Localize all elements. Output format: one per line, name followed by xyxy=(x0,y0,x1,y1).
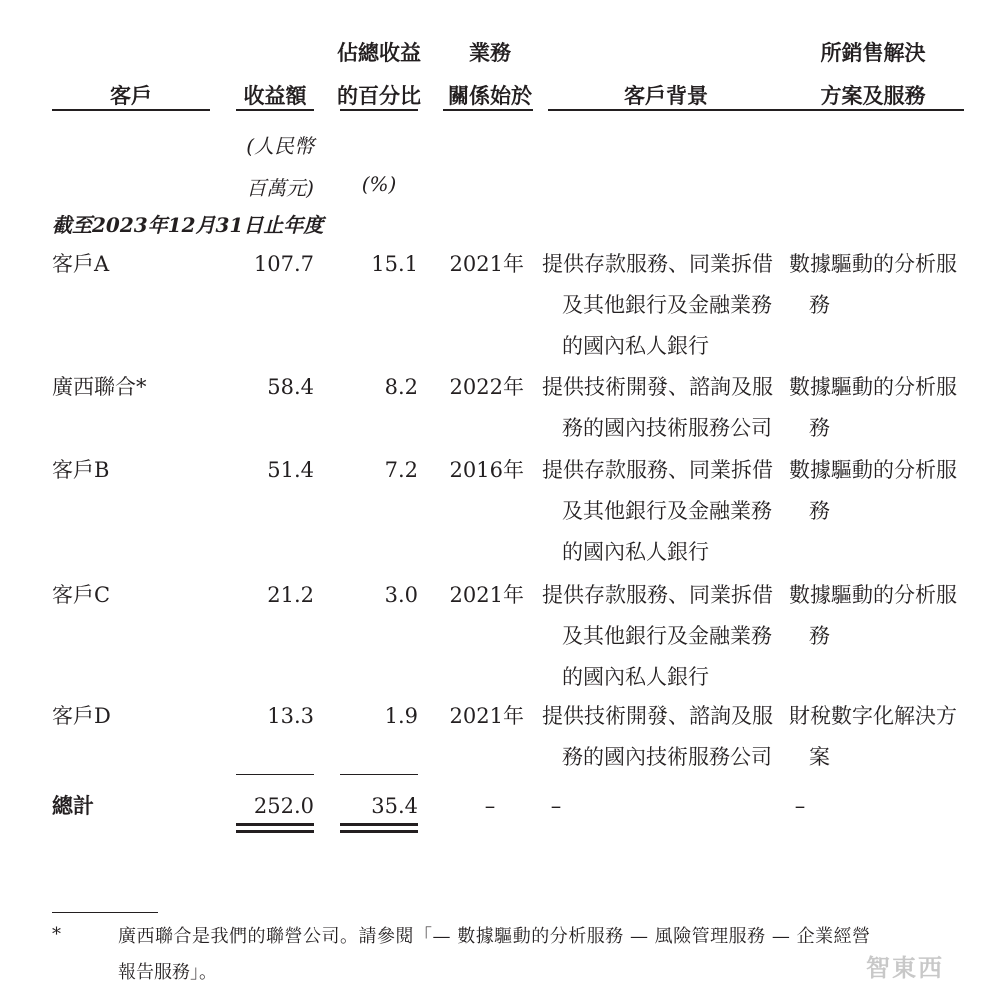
header-rule-solution xyxy=(782,109,964,111)
header-rule-background xyxy=(548,109,784,111)
header-pct-line1: 佔總收益 xyxy=(337,41,421,65)
total-double-rule-pct-1 xyxy=(340,823,418,826)
since-value: 2021年 xyxy=(449,583,524,607)
solution-line: 案 xyxy=(809,745,830,769)
client-name: 客戶D xyxy=(52,704,111,728)
total-revenue: 252.0 xyxy=(253,794,314,818)
unit-pct: (%) xyxy=(361,172,397,196)
total-double-rule-revenue-1 xyxy=(236,823,314,826)
background-line: 提供技術開發、諮詢及服 xyxy=(542,704,773,728)
background-line: 的國內私人銀行 xyxy=(562,334,709,358)
footnote-rule xyxy=(52,912,158,913)
solution-line: 數據驅動的分析服 xyxy=(789,252,957,276)
header-background: 客戶背景 xyxy=(624,84,708,108)
header-pct-line2: 的百分比 xyxy=(337,84,421,108)
header-client: 客戶 xyxy=(110,84,152,108)
header-solution-line1: 所銷售解決 xyxy=(820,41,926,65)
background-line: 的國內私人銀行 xyxy=(562,665,709,689)
header-rule-pct xyxy=(340,109,418,111)
pct-value: 1.9 xyxy=(384,704,418,728)
footnote-line1: 廣西聯合是我們的聯營公司。請參閱「— 數據驅動的分析服務 — 風險管理服務 — 企業經營 xyxy=(118,926,871,947)
period-heading: 截至2023年12月31日止年度 xyxy=(52,213,324,237)
client-name: 客戶A xyxy=(52,252,110,276)
background-line: 及其他銀行及金融業務 xyxy=(562,624,772,648)
solution-line: 務 xyxy=(809,416,830,440)
revenue-value: 58.4 xyxy=(267,375,314,399)
pct-value: 7.2 xyxy=(384,458,418,482)
since-value: 2021年 xyxy=(449,704,524,728)
background-line: 提供技術開發、諮詢及服 xyxy=(542,375,773,399)
background-line: 提供存款服務、同業拆借 xyxy=(542,252,773,276)
background-line: 及其他銀行及金融業務 xyxy=(562,293,772,317)
header-since-line2: 關係始於 xyxy=(448,84,532,108)
solution-line: 務 xyxy=(809,624,830,648)
unit-revenue-line1: (人民幣 xyxy=(246,134,314,158)
header-since-line1: 業務 xyxy=(469,41,511,65)
pct-value: 15.1 xyxy=(371,252,418,276)
total-solution: – xyxy=(794,794,806,818)
client-name: 客戶B xyxy=(52,458,110,482)
header-rule-since xyxy=(443,109,533,111)
solution-line: 財稅數字化解決方 xyxy=(789,704,957,728)
since-value: 2021年 xyxy=(449,252,524,276)
total-background: – xyxy=(550,794,562,818)
total-since: – xyxy=(484,794,496,818)
watermark-logo: 智東西 xyxy=(866,954,944,982)
background-line: 提供存款服務、同業拆借 xyxy=(542,458,773,482)
since-value: 2016年 xyxy=(449,458,524,482)
revenue-value: 107.7 xyxy=(253,252,314,276)
background-line: 提供存款服務、同業拆借 xyxy=(542,583,773,607)
total-rule-top-revenue xyxy=(236,774,314,775)
solution-line: 務 xyxy=(809,499,830,523)
client-name: 廣西聯合* xyxy=(52,375,147,399)
header-revenue: 收益額 xyxy=(243,84,307,108)
total-double-rule-pct-2 xyxy=(340,830,418,833)
since-value: 2022年 xyxy=(449,375,524,399)
background-line: 務的國內技術服務公司 xyxy=(562,745,772,769)
header-rule-revenue xyxy=(236,109,314,111)
background-line: 及其他銀行及金融業務 xyxy=(562,499,772,523)
header-solution-line2: 方案及服務 xyxy=(820,84,926,108)
solution-line: 數據驅動的分析服 xyxy=(789,458,957,482)
unit-revenue-line2: 百萬元) xyxy=(246,176,314,200)
revenue-value: 21.2 xyxy=(267,583,314,607)
header-rule-client xyxy=(52,109,210,111)
background-line: 務的國內技術服務公司 xyxy=(562,416,772,440)
revenue-value: 13.3 xyxy=(267,704,314,728)
solution-line: 數據驅動的分析服 xyxy=(789,583,957,607)
total-double-rule-revenue-2 xyxy=(236,830,314,833)
solution-line: 務 xyxy=(809,293,830,317)
total-pct: 35.4 xyxy=(371,794,418,818)
pct-value: 3.0 xyxy=(384,583,418,607)
footnote-marker: * xyxy=(52,924,61,945)
total-rule-top-pct xyxy=(340,774,418,775)
background-line: 的國內私人銀行 xyxy=(562,540,709,564)
client-name: 客戶C xyxy=(52,583,111,607)
solution-line: 數據驅動的分析服 xyxy=(789,375,957,399)
revenue-value: 51.4 xyxy=(267,458,314,482)
footnote-line2: 報告服務」。 xyxy=(118,962,217,983)
pct-value: 8.2 xyxy=(384,375,418,399)
total-label: 總計 xyxy=(52,794,94,818)
